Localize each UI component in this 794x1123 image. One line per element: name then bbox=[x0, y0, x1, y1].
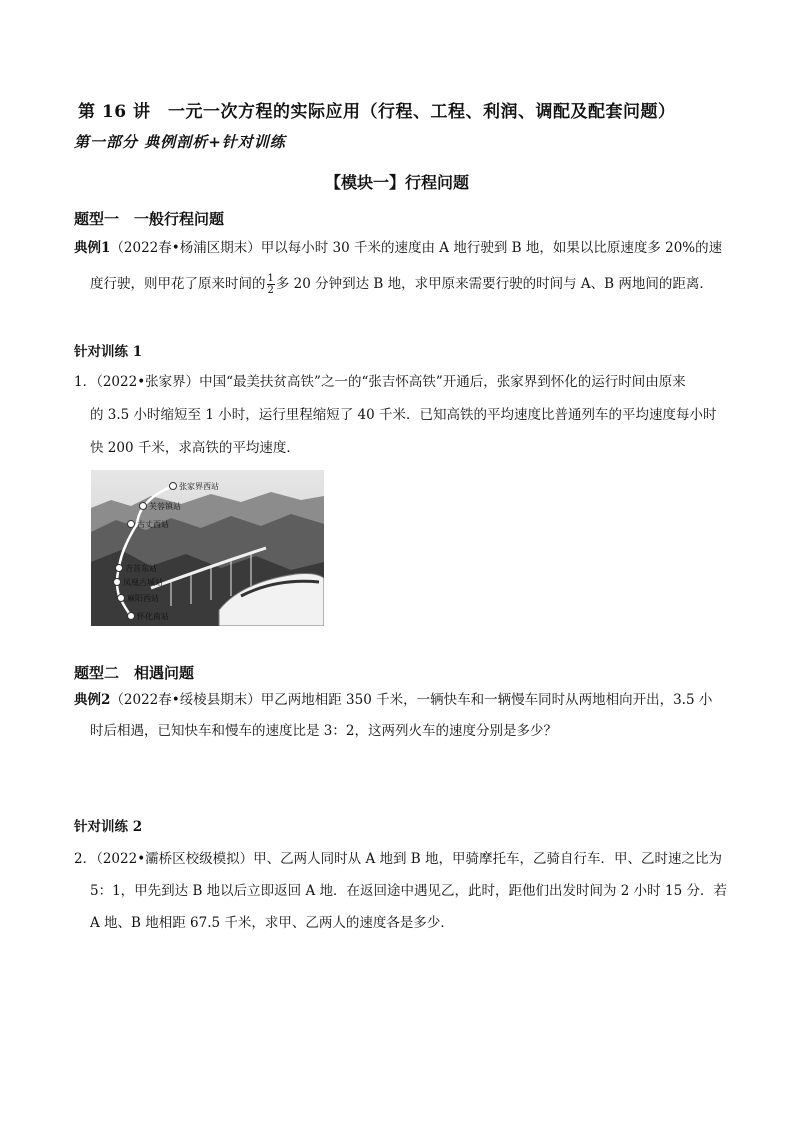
type2-heading: 题型二 相遇问题 bbox=[74, 664, 195, 682]
example1-text-2b: 多 20 分钟到达 B 地，求甲原来需要行驶的时间与 A、B 两地间的距离． bbox=[275, 276, 713, 292]
part-heading: 第一部分 典例剖析+针对训练 bbox=[74, 133, 286, 151]
training1-line3: 快 200 千米，求高铁的平均速度． bbox=[90, 440, 300, 456]
fraction-denominator: 2 bbox=[267, 285, 274, 296]
training2-line1: 2．（2022•灞桥区校级模拟）甲、乙两人同时从 A 地到 B 地，甲骑摩托车，乙骑自行车．甲、乙时速之比为 bbox=[74, 851, 722, 867]
station-label: 吉首东站 bbox=[125, 564, 157, 573]
railway-map-photo bbox=[91, 470, 324, 626]
example2-line1 bbox=[74, 694, 712, 708]
station-label: 张家界西站 bbox=[179, 482, 219, 491]
example2-text-1: （2022春•绥棱县期末）甲乙两地相距 350 千米，一辆快车和一辆慢车同时从两地相向开出，3.5 小 bbox=[110, 692, 713, 708]
station-label: 麻阳西站 bbox=[127, 594, 159, 603]
example1-line2 bbox=[90, 272, 713, 296]
station-label: 凤凰古城站 bbox=[123, 578, 163, 587]
example2-label: 典例2 bbox=[74, 692, 111, 708]
training1-line1: 1．（2022•张家界）中国“最美扶贫高铁”之一的“张吉怀高铁”开通后，张家界到怀化的运行时间由原来 bbox=[74, 374, 686, 390]
training2-line3: A 地、B 地相距 67.5 千米，求甲、乙两人的速度各是多少． bbox=[90, 915, 454, 931]
example2-line2: 时后相遇，已知快车和慢车的速度比是 3：2，这两列火车的速度分别是多少？ bbox=[90, 723, 557, 739]
example1-line1 bbox=[74, 242, 722, 256]
railway-map-illustration bbox=[91, 470, 324, 626]
type1-heading: 题型一 一般行程问题 bbox=[74, 210, 225, 228]
example1-label: 典例1 bbox=[74, 240, 111, 256]
example1-text-1: （2022春•杨浦区期末）甲以每小时 30 千米的速度由 A 地行驶到 B 地，如果以比原速度多 20%的速 bbox=[110, 240, 723, 256]
station-label: 古丈西站 bbox=[137, 520, 169, 529]
station-label: 怀化南站 bbox=[137, 612, 169, 621]
station-label: 芙蓉镇站 bbox=[149, 502, 181, 511]
fraction-numerator: 1 bbox=[267, 273, 274, 284]
lecture-title: 第 16 讲 一元一次方程的实际应用（行程、工程、利润、调配及配套问题） bbox=[78, 102, 676, 122]
training1-line2: 的 3.5 小时缩短至 1 小时，运行里程缩短了 40 千米．已知高铁的平均速度比普通列车的平均速度每小时 bbox=[90, 407, 717, 423]
module-heading: 【模块一】行程问题 bbox=[324, 173, 469, 192]
fraction-one-half bbox=[267, 273, 275, 296]
training2-heading: 针对训练 2 bbox=[74, 819, 143, 835]
training2-line2: 5：1，甲先到达 B 地以后立即返回 A 地．在返回途中遇见乙，此时，距他们出发时间为 2 小时 15 分．若 bbox=[90, 883, 727, 899]
training1-heading: 针对训练 1 bbox=[74, 344, 143, 360]
example1-text-2a: 度行驶，则甲花了原来时间的 bbox=[90, 276, 266, 292]
